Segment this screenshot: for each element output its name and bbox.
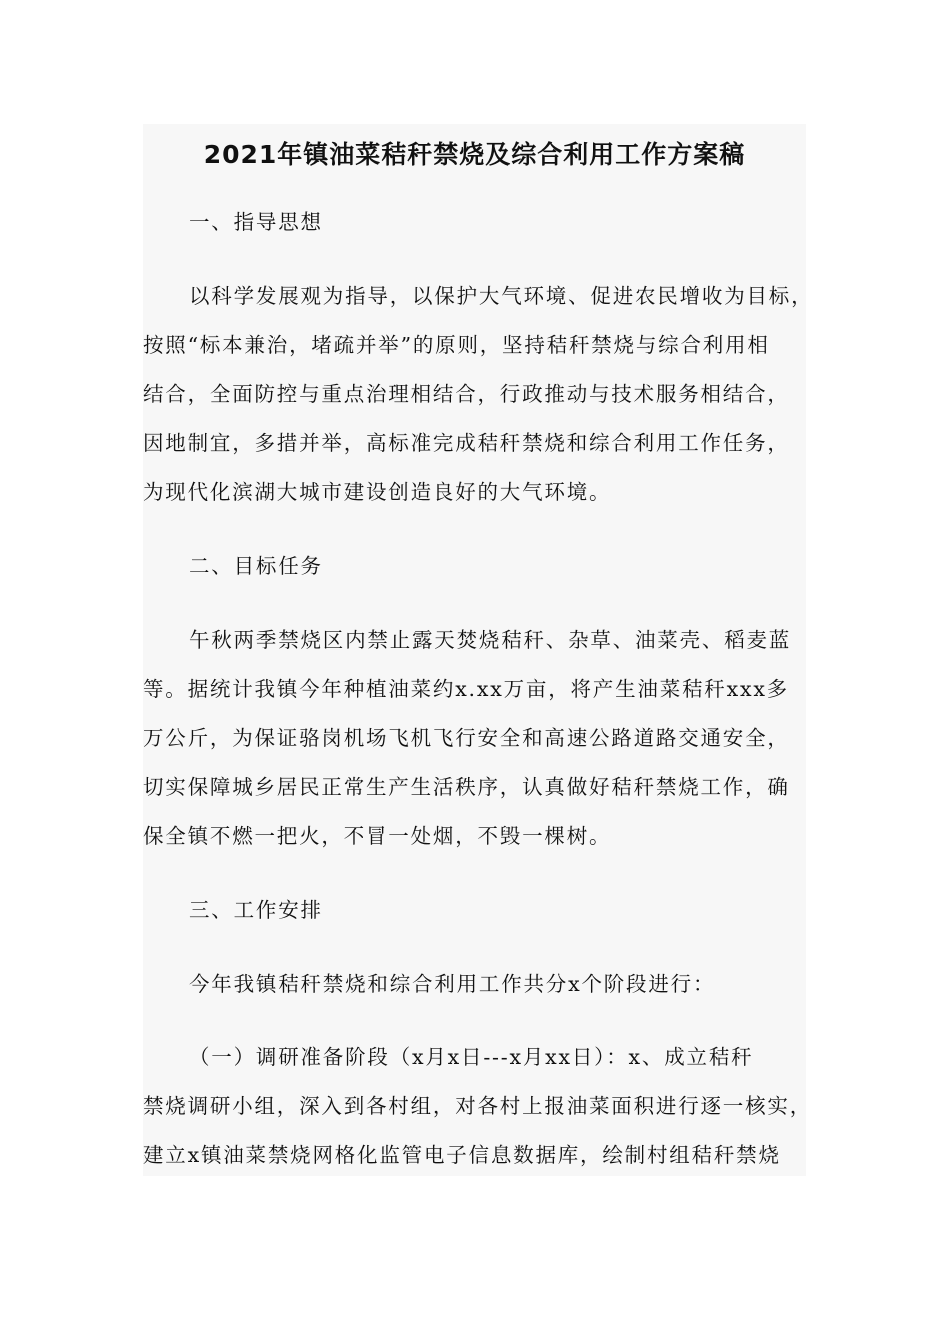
paragraph-line: 午秋两季禁烧区内禁止露天焚烧秸秆、杂草、油菜壳、稻麦蓝 [189, 628, 792, 652]
paragraph-line: 禁烧调研小组，深入到各村组，对各村上报油菜面积进行逐一核实， [143, 1094, 812, 1118]
section-heading-guiding-ideology: 一、指导思想 [189, 210, 323, 234]
paragraph-line: 按照“标本兼治，堵疏并举”的原则，坚持秸秆禁烧与综合利用相 [143, 333, 770, 357]
paragraph-line: 保全镇不燃一把火，不冒一处烟，不毁一棵树。 [143, 824, 612, 848]
paragraph-line: 今年我镇秸秆禁烧和综合利用工作共分x个阶段进行： [189, 972, 716, 996]
section-heading-work-arrangement: 三、工作安排 [189, 898, 323, 922]
paragraph-line: 结合，全面防控与重点治理相结合，行政推动与技术服务相结合， [143, 382, 790, 406]
paragraph-line: 等。据统计我镇今年种植油菜约x.xx万亩，将产生油菜秸秆xxx多 [143, 677, 789, 701]
paragraph-line: 因地制宜，多措并举，高标准完成秸秆禁烧和综合利用工作任务， [143, 431, 790, 455]
paragraph-line: 切实保障城乡居民正常生产生活秩序，认真做好秸秆禁烧工作，确 [143, 775, 790, 799]
paragraph-line: 万公斤，为保证骆岗机场飞机飞行安全和高速公路道路交通安全， [143, 726, 790, 750]
paragraph-line: 以科学发展观为指导，以保护大气环境、促进农民增收为目标， [189, 284, 814, 308]
paragraph-line: （一）调研准备阶段（x月x日---x月xx日）：x、成立秸秆 [189, 1045, 754, 1069]
section-heading-objectives: 二、目标任务 [189, 554, 323, 578]
paragraph-line: 建立x镇油菜禁烧网格化监管电子信息数据库，绘制村组秸秆禁烧 [143, 1143, 781, 1167]
paragraph-line: 为现代化滨湖大城市建设创造良好的大气环境。 [143, 480, 612, 504]
document-title: 2021年镇油菜秸秆禁烧及综合利用工作方案稿 [203, 140, 746, 169]
